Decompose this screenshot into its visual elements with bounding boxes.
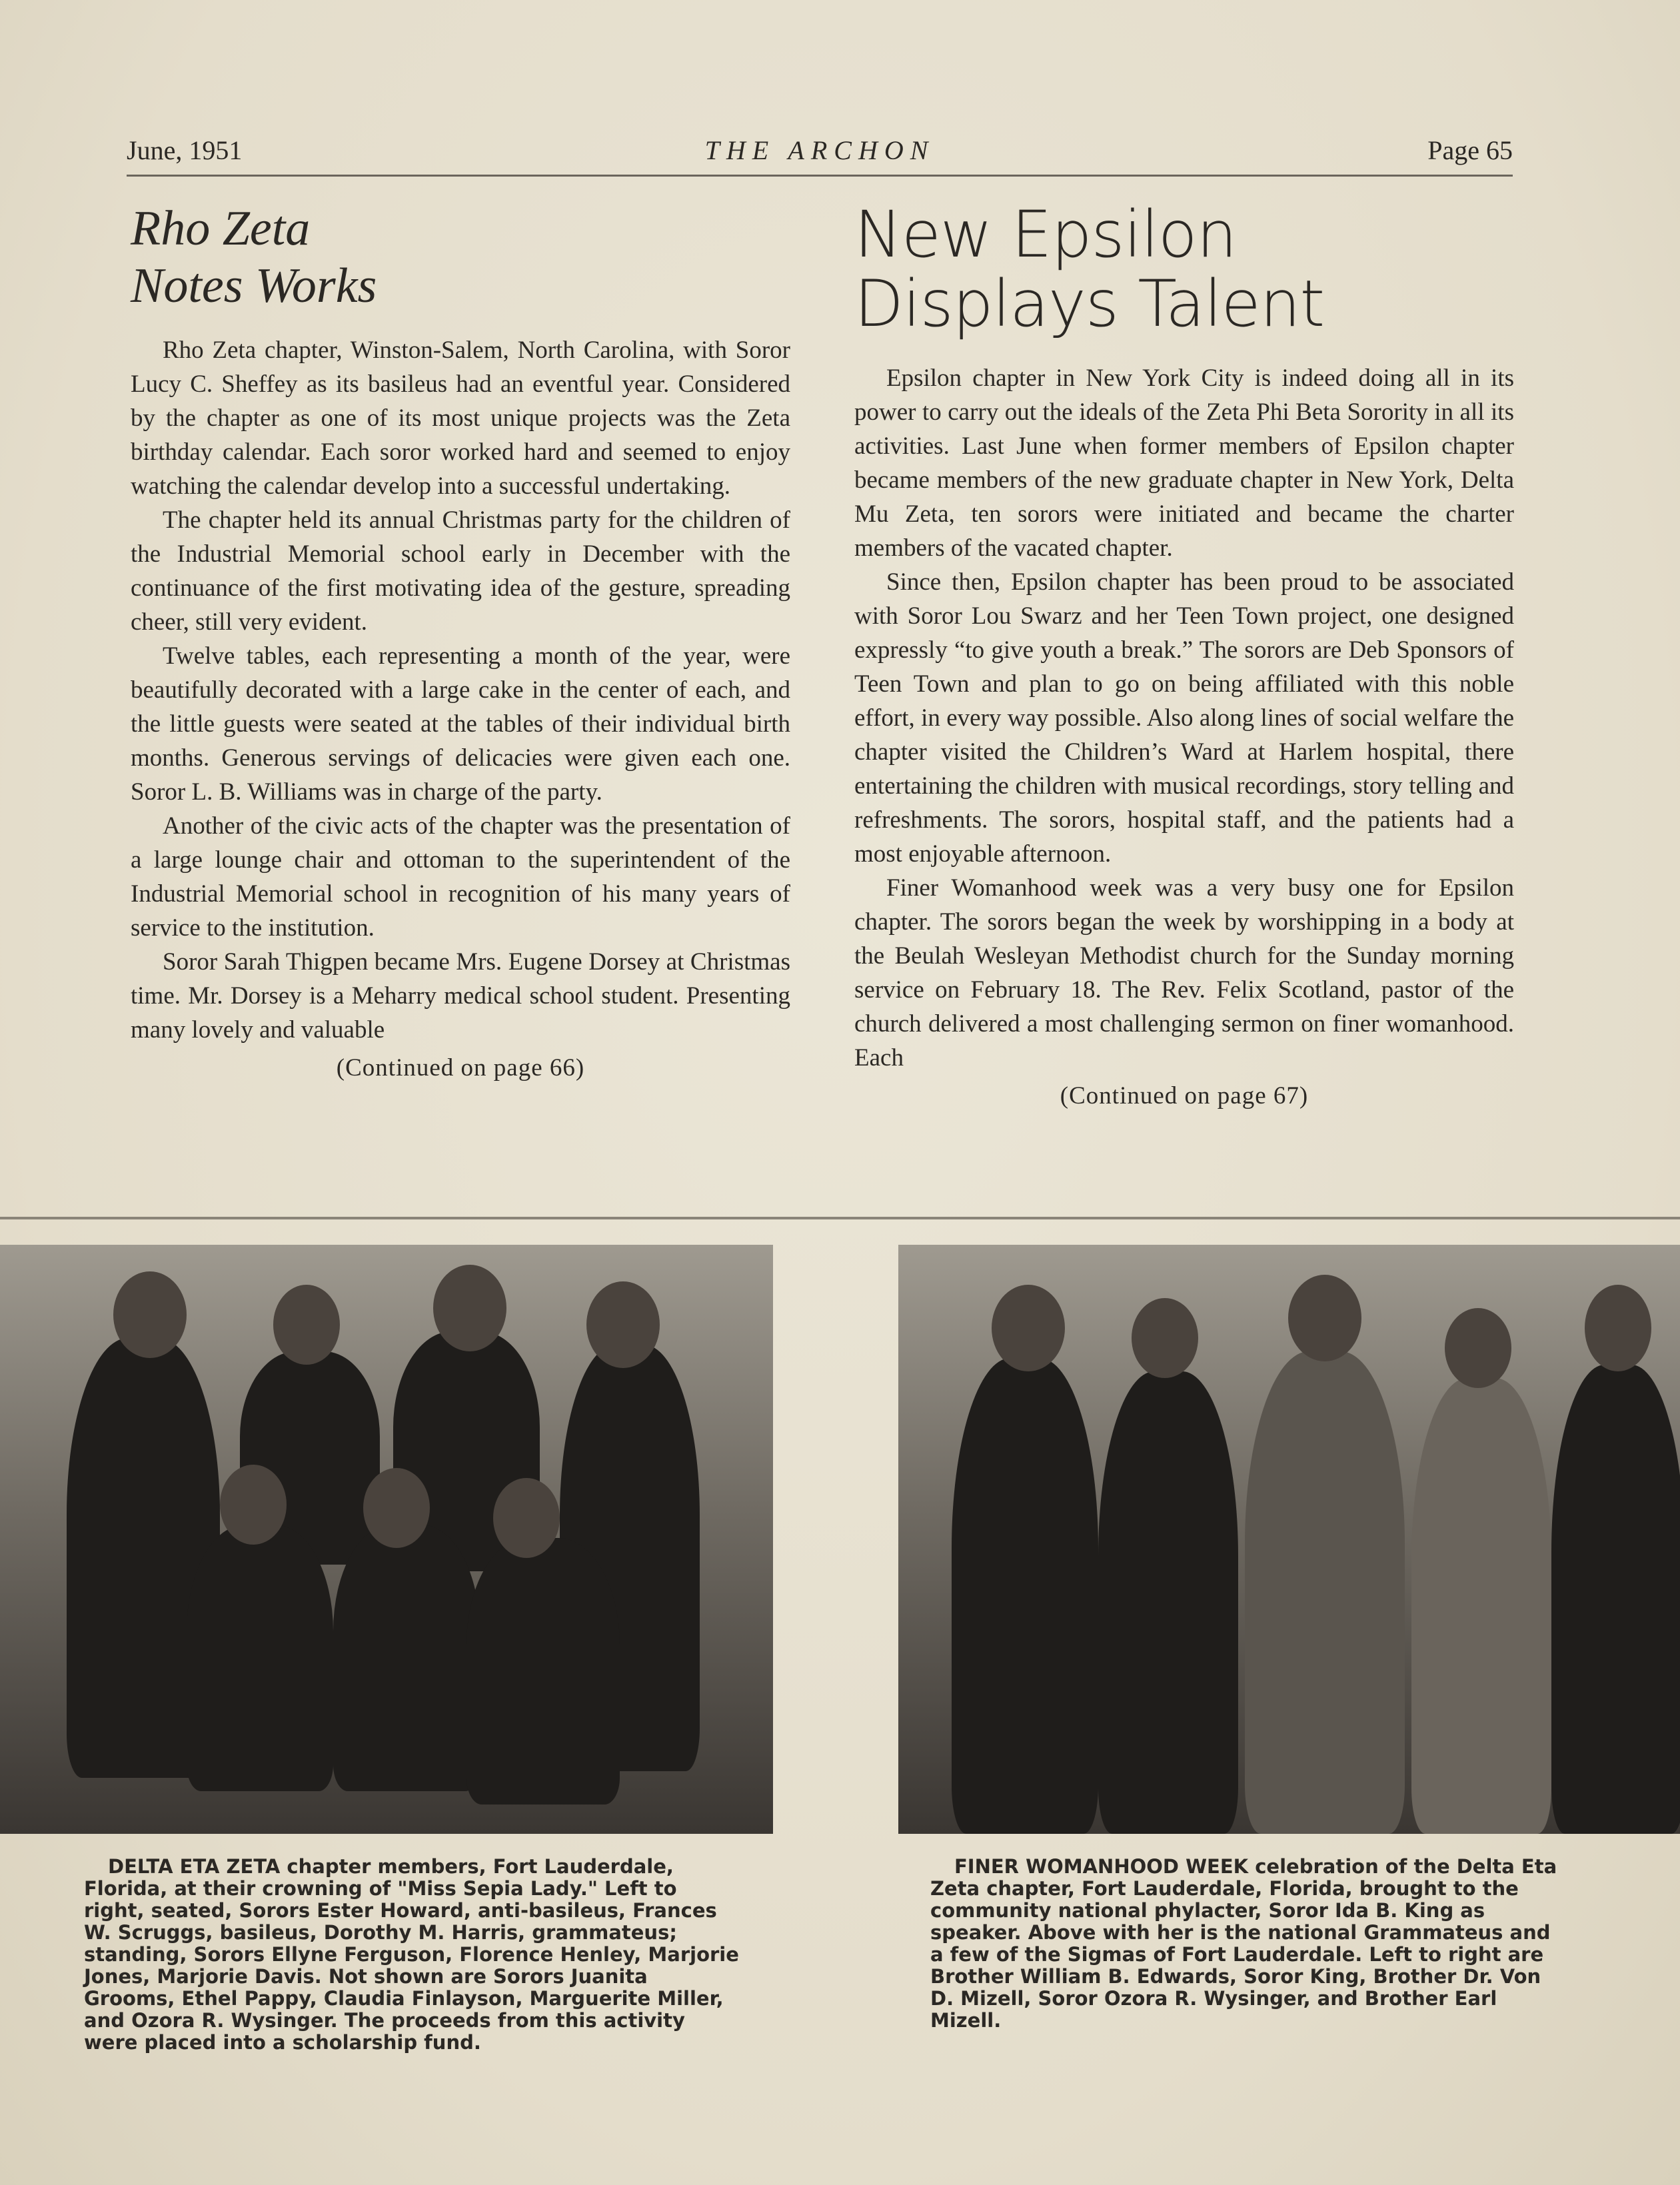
paragraph: Since then, Epsilon chapter has been proud to be associated with Soror Lou Swarz and her Teen Town project, one designed expressly “to give youth a break.” The sorors are Deb Sponsors of Teen Town and plan to go on being affiliated with this noble effort, in every way possible. Also along lines of social welfare the chapter visited the Children’s Ward at Harlem hospital, there entertaining the children with musical recordings, story telling and refreshments. The sorors, hospital staff, and the patients had a most enjoyable afternoon.: [854, 568, 1514, 868]
figure-silhouette: [333, 1525, 480, 1791]
page-header: [127, 128, 1513, 177]
photo-caption-right: FINER WOMANHOOD WEEK celebration of the Delta Eta Zeta chapter, Fort Lauderdale, Florida, brought to the community national phylacter, Soror Ida B. King as speaker. Above with her is the national Grammateus and a few of the Sigmas of Fort Lauderdale. Left to right are Brother William B. Edwards, Soror King, Brother Dr. Von D. Mizell, Soror Ozora R. Wysinger, and Brother Earl Mizell.: [930, 1855, 1557, 2032]
figure-head: [220, 1465, 287, 1545]
figure-head: [363, 1468, 430, 1548]
left-article-body: [131, 333, 790, 1047]
figure-silhouette: [1411, 1378, 1551, 1834]
right-article-body: [854, 361, 1514, 1075]
right-article-title: [854, 197, 1514, 341]
right-title-line2: Displays Talent: [854, 267, 1325, 341]
figure-head: [273, 1285, 340, 1365]
figure-silhouette: [187, 1525, 333, 1791]
figure-head: [1288, 1275, 1361, 1361]
issue-date: June, 1951: [127, 135, 243, 165]
figure-silhouette: [1098, 1371, 1238, 1834]
continued-note: (Continued on page 66): [336, 1054, 585, 1082]
figure-head: [433, 1265, 506, 1351]
left-article: [131, 200, 790, 1082]
figure-head: [1585, 1285, 1651, 1371]
figure-head: [1132, 1298, 1198, 1378]
figure-head: [113, 1271, 187, 1358]
figure-silhouette: [952, 1358, 1098, 1834]
publication-title: THE ARCHON: [704, 135, 935, 165]
paragraph: Another of the civic acts of the chapter was the presentation of a large lounge chair and ottoman to the superintendent of the Industrial Memorial school in recognition of his many years of service to the institution.: [131, 812, 790, 942]
right-article: [854, 197, 1514, 1110]
paragraph: Soror Sarah Thigpen became Mrs. Eugene Dorsey at Christmas time. Mr. Dorsey is a Meharry medical school student. Presenting many lovely and valuable: [131, 948, 790, 1044]
group-photo-sorors: [0, 1245, 773, 1834]
figure-silhouette: [1245, 1351, 1405, 1834]
paragraph: Epsilon chapter in New York City is indeed doing all in its power to carry out the ideals of the Zeta Phi Beta Sorority in all its activities. Last June when former members of Epsilon chapter became members of the new graduate chapter in New York, Delta Mu Zeta, ten sorors were initiated and became the charter members of the vacated chapter.: [854, 364, 1514, 562]
paragraph: Twelve tables, each representing a month of the year, were beautifully decorated with a large cake in the center of each, and the little guests were seated at the tables of their individual birth months. Generous servings of delicacies were given each one. Soror L. B. Williams was in charge of the party.: [131, 642, 790, 806]
left-title-line2: Notes Works: [131, 259, 377, 313]
figure-head: [493, 1478, 560, 1558]
paragraph: Finer Womanhood week was a very busy one for Epsilon chapter. The sorors began the week by worshipping in a body at the Beulah Wesleyan Methodist church for the Sunday morning service on February 18. The Rev. Felix Scotland, pastor of the church delivered a most challenging sermon on finer womanhood. Each: [854, 874, 1514, 1072]
section-divider: [0, 1217, 1680, 1219]
continued-note: (Continued on page 67): [1060, 1082, 1309, 1109]
photo-caption-left: DELTA ETA ZETA chapter members, Fort Lauderdale, Florida, at their crowning of "Miss Sepia Lady." Left to right, seated, Sorors Ester Howard, anti-basileus, Frances W. Scruggs, basileus, Dorothy M. Harris, grammateus; standing, Sorors Ellyne Ferguson, Florence Henley, Marjorie Jones, Marjorie Davis. Not shown are Sorors Juanita Grooms, Ethel Pappy, Claudia Finlayson, Marguerite Miller, and Ozora R. Wysinger. The proceeds from this activity were placed into a scholarship fund.: [84, 1855, 739, 2054]
figure-silhouette: [1551, 1365, 1680, 1834]
right-title-line1: New Epsilon: [854, 197, 1237, 272]
paragraph: Rho Zeta chapter, Winston-Salem, North Carolina, with Soror Lucy C. Sheffey as its basileus had an eventful year. Considered by the chapter as one of its most unique projects was the Zeta birthday calendar. Each soror worked hard and seemed to enjoy watching the calendar develop into a successful undertaking.: [131, 337, 790, 500]
figure-silhouette: [466, 1538, 620, 1805]
figure-head: [1445, 1308, 1511, 1388]
group-photo-celebration: [898, 1245, 1680, 1834]
figure-head: [586, 1281, 660, 1368]
left-title-line1: Rho Zeta: [131, 201, 311, 256]
paragraph: The chapter held its annual Christmas party for the children of the Industrial Memorial school early in December with the continuance of the first motivating idea of the gesture, spreading cheer, still very evident.: [131, 506, 790, 636]
left-article-title: [131, 200, 790, 315]
page-number: Page 65: [1427, 135, 1513, 165]
figure-head: [992, 1285, 1065, 1371]
